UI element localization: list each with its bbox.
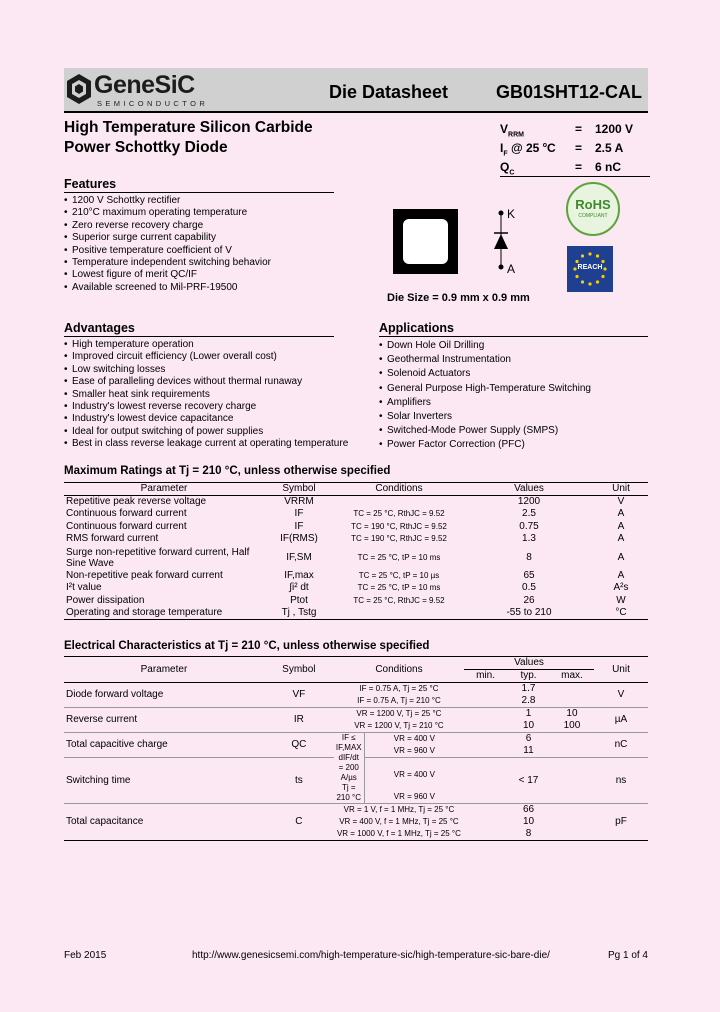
- cell-conditions: TC = 25 °C, tP = 10 µs: [358, 570, 440, 580]
- cell-parameter: Power dissipation: [66, 594, 145, 606]
- cell-unit: A: [617, 569, 625, 581]
- cell-symbol: Ptot: [290, 594, 308, 606]
- cell-max: [550, 683, 594, 696]
- cell-typ: 10: [522, 816, 535, 827]
- header-values: Values: [464, 657, 594, 670]
- cell-unit: A: [617, 508, 625, 520]
- header-conditions: Conditions: [334, 657, 464, 683]
- footer-url[interactable]: http://www.genesicsemi.com/high-temperature-sic/high-temperature-sic-bare-die/: [192, 950, 550, 961]
- list-item: • Improved circuit efficiency (Lower overall cost): [64, 351, 348, 363]
- logo-name: GeneSiC: [94, 71, 195, 99]
- table-row: [64, 683, 648, 696]
- cell-value: 1.3: [522, 533, 536, 545]
- spec-qc-value: 6 nC: [595, 160, 622, 174]
- table-header-row: [64, 483, 648, 496]
- applications-heading: Applications: [379, 321, 455, 335]
- table-row: [64, 521, 648, 534]
- table-header-row: [64, 657, 648, 670]
- cell-max: [550, 816, 594, 828]
- list-item: • Temperature independent switching behavior: [64, 257, 271, 269]
- cell-typ: 66: [522, 804, 535, 815]
- cell-symbol: VF: [292, 689, 306, 700]
- cell-max: [550, 828, 594, 841]
- list-item: • High temperature operation: [64, 339, 348, 351]
- cell-max: [550, 758, 594, 804]
- cell-conditions: [334, 496, 464, 509]
- shared-cond-2: dIF/dt = 200 A/µs: [338, 753, 359, 782]
- spec-vrrm-value: 1200 V: [595, 122, 634, 136]
- cell-symbol: C: [295, 816, 303, 827]
- cell-parameter: Reverse current: [66, 714, 138, 725]
- cell-parameter: Total capacitive charge: [66, 739, 168, 750]
- header-symbol: Symbol: [264, 657, 334, 683]
- list-item: • Switched-Mode Power Supply (SMPS): [379, 424, 591, 438]
- cell-typ: 8: [525, 828, 532, 839]
- cell-shared-conditions: [334, 733, 364, 804]
- cell-unit: A: [617, 551, 625, 563]
- shared-cond-1: IF ≤ IF,MAX: [335, 733, 362, 752]
- cell-unit: V: [617, 496, 625, 507]
- spec-eq: =: [575, 122, 583, 136]
- cell-parameter: Continuous forward current: [66, 508, 187, 520]
- cell-unit: V: [617, 689, 625, 700]
- cell-max: [550, 804, 594, 817]
- header-bar: [64, 68, 648, 113]
- list-item: • General Purpose High-Temperature Switching: [379, 382, 591, 396]
- cell-symbol: QC: [291, 739, 307, 750]
- header-typ: typ.: [507, 670, 550, 683]
- cell-min: [464, 695, 507, 708]
- table-row: [64, 733, 648, 746]
- die-pad: [403, 219, 448, 264]
- cell-unit: ns: [615, 774, 627, 786]
- list-item: • Superior surge current capability: [64, 232, 271, 244]
- list-item: • 1200 V Schottky rectifier: [64, 195, 271, 207]
- cell-parameter: Switching time: [66, 774, 131, 786]
- cell-value: -55 to 210: [506, 607, 552, 618]
- cell-conditions: TC = 25 °C, RthJC = 9.52: [353, 595, 445, 605]
- cell-min: [464, 758, 507, 804]
- table-row: [64, 546, 648, 570]
- max-ratings-table: [64, 482, 648, 620]
- cell-parameter: RMS forward current: [66, 533, 159, 545]
- list-item: • Best in class reverse leakage current at operating temperature: [64, 438, 348, 450]
- table-row: [64, 570, 648, 583]
- rohs-sublabel: COMPLIANT: [578, 213, 608, 219]
- list-item: • Ideal for output switching of power supplies: [64, 426, 348, 438]
- cell-conditions: TC = 25 °C, tP = 10 ms: [357, 583, 441, 593]
- header-parameter: Parameter: [140, 483, 188, 494]
- header-values: Values: [514, 483, 544, 494]
- cathode-label: K: [507, 207, 516, 221]
- cell-typ: 11: [523, 745, 534, 756]
- list-item: • Lowest figure of merit QC/IF: [64, 269, 271, 281]
- cell-min: [464, 733, 507, 746]
- cell-min: [464, 745, 507, 758]
- cell-symbol: Tj , Tstg: [281, 607, 317, 618]
- cell-typ: < 17: [518, 774, 539, 786]
- cell-conditions: VR = 400 V: [393, 769, 435, 779]
- cell-min: [464, 720, 507, 733]
- cell-value: 26: [523, 594, 535, 606]
- die-image: [393, 209, 458, 274]
- table-row: [64, 595, 648, 608]
- features-heading: Features: [64, 177, 117, 191]
- divider: [64, 336, 334, 337]
- table-row: [64, 533, 648, 546]
- header-unit: Unit: [594, 657, 648, 683]
- table-row: [64, 708, 648, 721]
- table-row: [64, 582, 648, 595]
- cell-symbol: IF,max: [284, 569, 314, 581]
- list-item: • Solenoid Actuators: [379, 367, 591, 381]
- list-item: • Industry's lowest device capacitance: [64, 413, 348, 425]
- list-item: • 210°C maximum operating temperature: [64, 207, 271, 219]
- cell-conditions: TC = 190 °C, RthJC = 9.52: [351, 521, 447, 531]
- list-item: • Down Hole Oil Drilling: [379, 339, 591, 353]
- cell-conditions: VR = 400 V: [393, 734, 435, 743]
- cell-unit: nC: [614, 739, 628, 750]
- cell-max: 100: [563, 720, 581, 731]
- cell-symbol: IF: [294, 520, 304, 532]
- cell-parameter: I²t value: [66, 582, 102, 594]
- cell-typ: 2.8: [521, 695, 536, 706]
- list-item: • Low switching losses: [64, 364, 348, 376]
- cell-conditions: TC = 25 °C, tP = 10 ms: [357, 552, 441, 562]
- diode-symbol-icon: [490, 205, 520, 277]
- cell-conditions: IF = 0.75 A, Tj = 25 °C: [359, 684, 439, 693]
- spec-eq: =: [575, 141, 583, 155]
- cell-conditions: VR = 400 V, f = 1 MHz, Tj = 25 °C: [339, 817, 459, 826]
- cell-unit: pF: [615, 816, 627, 827]
- spec-if-label: $I_F$ @ 25 $^o$C: [500, 141, 556, 158]
- cell-symbol: ts: [294, 774, 303, 786]
- table-row: [64, 607, 648, 620]
- cell-parameter: Repetitive peak reverse voltage: [66, 496, 207, 507]
- cell-conditions: VR = 1 V, f = 1 MHz, Tj = 25 °C: [343, 805, 455, 814]
- cell-value: 65: [523, 569, 535, 581]
- list-item: • Industry's lowest reverse recovery charge: [64, 401, 348, 413]
- cell-unit: °C: [615, 607, 627, 618]
- cell-value: 2.5: [522, 508, 536, 520]
- part-number: GB01SHT12-CAL: [495, 82, 642, 102]
- cell-unit: W: [616, 594, 626, 606]
- elec-char-title: Electrical Characteristics at Tj = 210 °C, unless otherwise specified: [64, 640, 430, 652]
- cell-min: [464, 816, 507, 828]
- cell-unit: A: [617, 520, 625, 532]
- header-unit: Unit: [612, 483, 630, 494]
- cell-conditions: TC = 25 °C, RthJC = 9.52: [353, 509, 445, 519]
- list-item: • Available screened to Mil-PRF-19500: [64, 282, 271, 294]
- logo: [64, 68, 232, 111]
- list-item: • Amplifiers: [379, 396, 591, 410]
- cell-symbol: IF: [294, 508, 304, 520]
- document-type: Die Datasheet: [329, 82, 449, 102]
- max-ratings-title: Maximum Ratings at Tj = 210 °C, unless otherwise specified: [64, 465, 391, 477]
- cell-conditions: IF = 0.75 A, Tj = 210 °C: [357, 696, 441, 705]
- cell-typ: 1.7: [521, 683, 536, 694]
- features-list: [64, 195, 271, 294]
- footer-page: Pg 1 of 4: [607, 950, 648, 961]
- cell-max: [550, 695, 594, 708]
- cell-typ: 6: [525, 733, 532, 744]
- rohs-label: RoHS: [575, 197, 611, 212]
- cell-conditions: VR = 1200 V, Tj = 210 °C: [354, 721, 444, 730]
- spec-eq: =: [575, 160, 583, 174]
- list-item: • Power Factor Correction (PFC): [379, 438, 591, 452]
- shared-cond-3: Tj = 210 °C: [336, 783, 361, 802]
- cell-parameter: Continuous forward current: [66, 520, 187, 532]
- table-row: [64, 804, 648, 817]
- cell-parameter: Operating and storage temperature: [66, 607, 223, 618]
- cell-value: 0.75: [519, 520, 539, 532]
- list-item: • Geothermal Instrumentation: [379, 353, 591, 367]
- cell-parameter: Non-repetitive peak forward current: [66, 569, 223, 581]
- cell-symbol: IF(RMS): [280, 533, 318, 545]
- list-item: • Zero reverse recovery charge: [64, 220, 271, 232]
- reach-label: REACH: [577, 264, 603, 271]
- cell-parameter: Total capacitance: [66, 816, 144, 827]
- cell-conditions: VR = 1200 V, Tj = 25 °C: [356, 709, 442, 718]
- list-item: • Ease of paralleling devices without thermal runaway: [64, 376, 348, 388]
- rohs-badge: [566, 182, 620, 236]
- list-item: • Positive temperature coefficient of V: [64, 245, 271, 257]
- table-row: [64, 508, 648, 521]
- header-parameter: Parameter: [64, 657, 264, 683]
- cell-typ: 1: [525, 708, 532, 719]
- divider: [64, 192, 334, 193]
- cell-unit: µA: [614, 714, 628, 725]
- advantages-list: [64, 339, 348, 451]
- cell-symbol: VRRM: [284, 496, 314, 507]
- cell-min: [464, 708, 507, 721]
- divider: [379, 336, 648, 337]
- cell-unit: A²s: [613, 582, 629, 594]
- header-min: min.: [464, 670, 507, 683]
- cell-min: [464, 683, 507, 696]
- product-title-line2: Power Schottky Diode: [64, 139, 228, 156]
- cell-max: 10: [566, 708, 578, 719]
- cell-max: [550, 745, 594, 758]
- logo-subtitle: SEMICONDUCTOR: [97, 99, 209, 108]
- cell-conditions: VR = 960 V: [393, 746, 435, 755]
- divider: [500, 176, 650, 177]
- cell-min: [464, 828, 507, 841]
- cell-symbol: IR: [293, 714, 304, 725]
- cell-symbol: IF,SM: [286, 551, 312, 563]
- cell-min: [464, 804, 507, 817]
- applications-list: [379, 339, 591, 453]
- table-row: [64, 496, 648, 509]
- spec-qc-label: $Q_C$: [500, 160, 515, 177]
- cell-conditions: VR = 960 V: [393, 792, 435, 801]
- genesic-logo-icon: [66, 73, 92, 105]
- list-item: • Solar Inverters: [379, 410, 591, 424]
- elec-char-table: [64, 656, 648, 841]
- cell-max: [550, 733, 594, 746]
- header-symbol: Symbol: [282, 483, 316, 494]
- cell-conditions: VR = 1000 V, f = 1 MHz, Tj = 25 °C: [336, 829, 461, 838]
- cell-symbol: ∫i² dt: [289, 582, 309, 594]
- advantages-heading: Advantages: [64, 321, 135, 335]
- footer-date: Feb 2015: [64, 950, 107, 961]
- cell-value: 1200: [517, 496, 541, 507]
- cell-value: 8: [526, 551, 532, 563]
- cell-parameter: Diode forward voltage: [66, 689, 164, 700]
- cell-conditions: TC = 190 °C, RthJC = 9.52: [351, 534, 447, 544]
- cell-unit: A: [617, 533, 625, 545]
- header-conditions: Conditions: [375, 483, 423, 494]
- product-title-line1: High Temperature Silicon Carbide: [64, 119, 313, 136]
- cell-typ: 10: [522, 720, 535, 731]
- spec-vrrm-label: $V_{RRM}$: [500, 122, 524, 139]
- cell-parameter: Surge non-repetitive forward current, Half Sine Wave: [66, 546, 250, 569]
- spec-if-value: 2.5 A: [595, 141, 624, 155]
- cell-conditions: [334, 607, 464, 620]
- list-item: • Smaller heat sink requirements: [64, 389, 348, 401]
- header-max: max.: [550, 670, 594, 683]
- cell-value: 0.5: [522, 582, 536, 594]
- die-size-caption: Die Size = 0.9 mm x 0.9 mm: [387, 292, 530, 304]
- anode-label: A: [507, 262, 516, 276]
- reach-badge: [567, 246, 613, 292]
